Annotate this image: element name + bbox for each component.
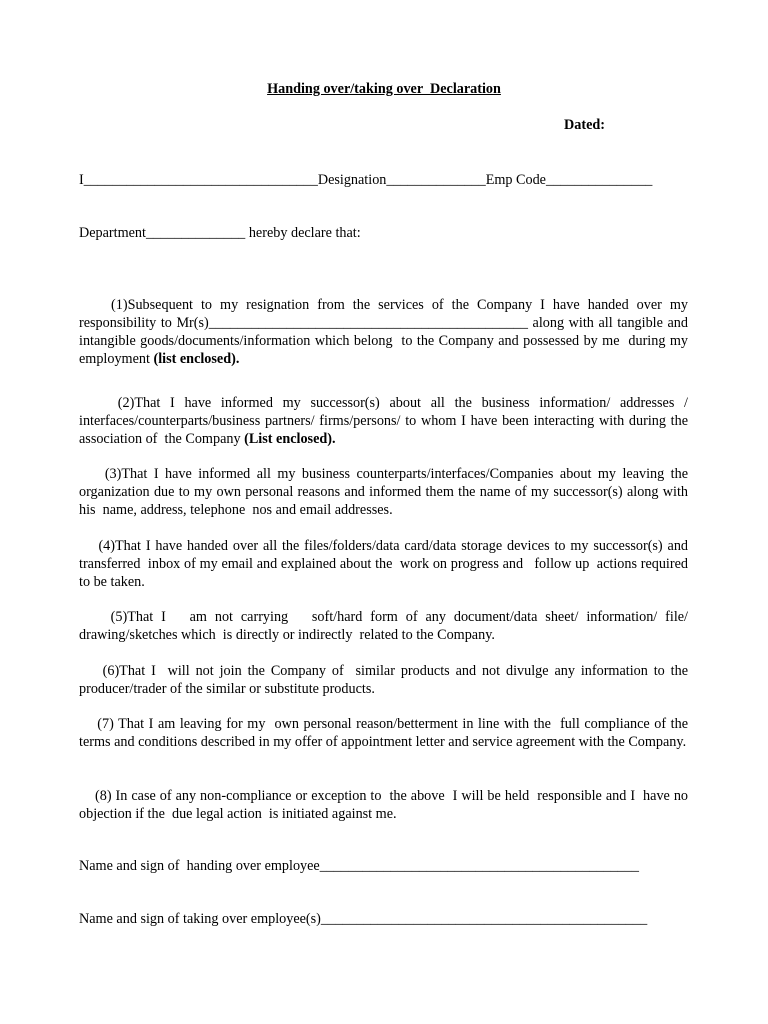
- clause-text: (6)That I will not join the Company of similar products and not divulge any information to the producer/trader of the similar or substitute products.: [79, 663, 692, 697]
- signature-taking-over: Name and sign of taking over employee(s)______________________________________________: [79, 911, 648, 927]
- clause-text: (8) In case of any non-compliance or exception to the above I will be held responsible and I have no objection if the due legal action is initiated against me.: [79, 788, 692, 822]
- dated-label: Dated:: [564, 117, 605, 133]
- clause-text: (2)That I have informed my successor(s) about all the business information/ addresses / interfaces/counterparts/business partners/ firms/persons/ to whom I have been interacting with during the association of the Company: [79, 395, 692, 447]
- department-line: Department______________ hereby declare that:: [79, 225, 361, 241]
- clause-1: [79, 278, 692, 386]
- clause-text: (5)That I am not carrying soft/hard form of any document/data sheet/ information/ file/ drawing/sketches which is directly or indirectly related to the Company.: [79, 609, 692, 643]
- clause-7: [79, 697, 692, 769]
- clause-text: (4)That I have handed over all the files/folders/data card/data storage devices to my successor(s) and transferred inbox of my email and explained about the work on progress and follow up actions required to be taken.: [79, 538, 696, 590]
- clause-bold: (List enclosed).: [244, 431, 336, 447]
- clause-text: (7) That I am leaving for my own personal reason/betterment in line with the full compliance of the terms and conditions described in my offer of appointment letter and service agreement with the Company.: [79, 716, 692, 750]
- clause-text: (3)That I have informed all my business counterparts/interfaces/Companies about my leaving the organization due to my own personal reasons and informed them the name of my successor(s) along with his name, address, telephone nos and email addresses.: [79, 466, 692, 518]
- clause-bold: (list enclosed).: [153, 351, 240, 367]
- clause-8: [79, 769, 692, 841]
- identity-line: I_________________________________Designation______________Emp Code_______________: [79, 172, 653, 188]
- clause-text: (1)Subsequent to my resignation from the services of the Company I have handed over my responsibility to Mr(s)_____________________________________________ along with all tangible and intangible goods/documents/information which belong to the Company and possessed by me during my employment: [79, 297, 692, 367]
- signature-handing-over: Name and sign of handing over employee_____________________________________________: [79, 858, 639, 874]
- document-title: Handing over/taking over Declaration: [267, 81, 501, 97]
